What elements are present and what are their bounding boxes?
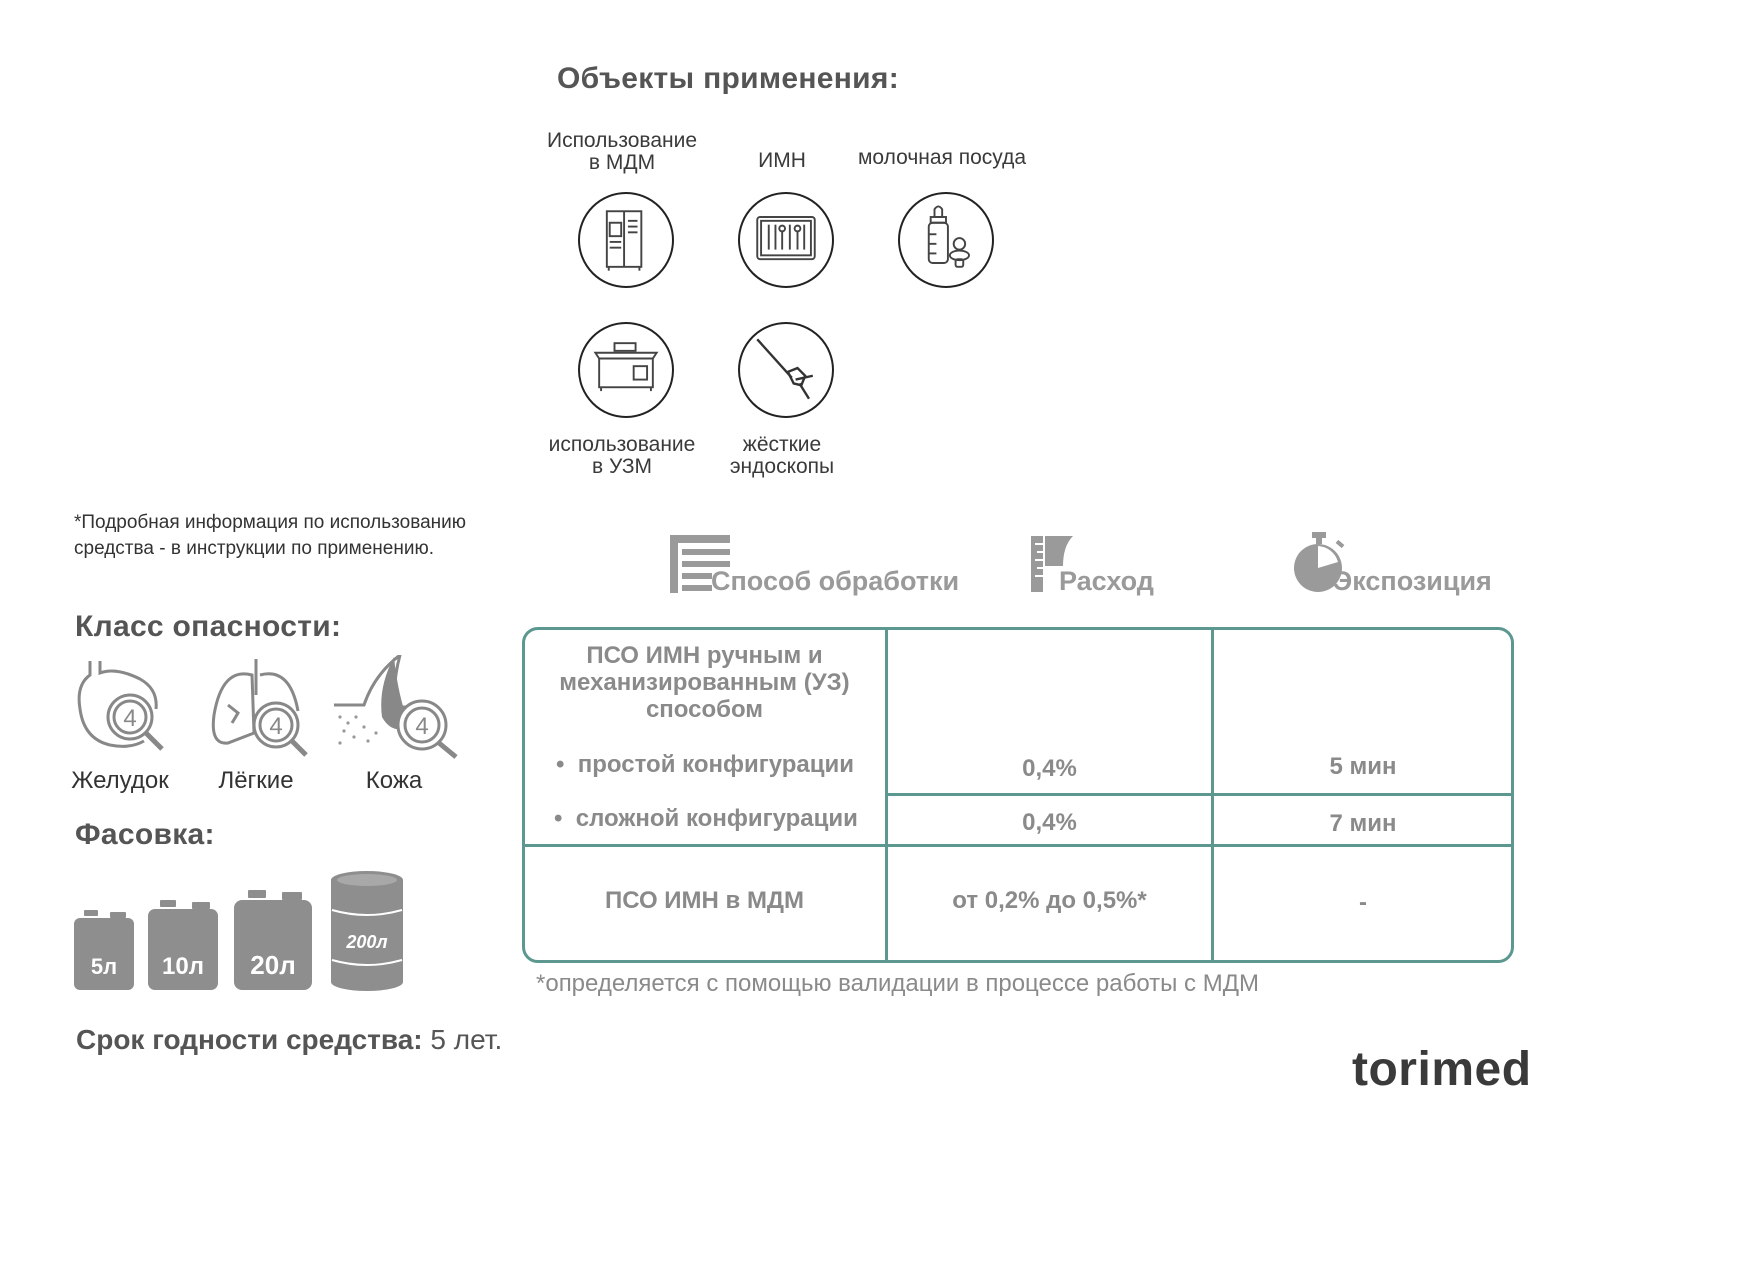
hazard-class-stomach: 4 [123,705,137,732]
baby-bottle-icon [898,192,994,288]
expiry-label: Срок годности средства: [76,1024,423,1055]
pack-10l-label: 10л [162,953,204,980]
expiry-line [76,1024,502,1056]
header-method: Способ обработки [711,566,960,596]
hazard-class-lungs: 4 [269,713,283,740]
table-footnote: *определяется с помощью валидации в процессе работы с МДМ [536,970,1259,997]
ultrasonic-cleaner-icon [578,322,674,418]
method-simple: простой конфигурации [577,751,855,778]
pack-200l-label: 200л [346,932,388,952]
object-label-endoscope: жёсткие эндоскопы [729,433,835,478]
object-label-mdm: Использование в МДМ [546,129,698,174]
hazard-title: Класс опасности: [75,610,342,643]
method-mdm: ПСО ИМН в МДМ [604,887,805,914]
pack-20l-label: 20л [250,950,296,980]
skin-icon [334,655,462,761]
brand-logo: torimed [1352,1043,1532,1096]
lungs-icon [206,655,311,760]
expiry-value: 5 лет. [430,1024,503,1055]
header-exposure: Экспозиция [1333,566,1492,596]
object-label-dairy: молочная посуда [857,146,1027,169]
consumption-mdm: от 0,2% до 0,5%* [952,887,1147,914]
table-divider [888,793,1512,796]
packaging-title: Фасовка: [75,818,215,851]
bullet: • [554,805,576,832]
pack-5l-label: 5л [90,954,118,979]
table-row [556,751,854,779]
hazard-label-lungs: Лёгкие [218,767,294,794]
rigid-endoscope-icon [738,322,834,418]
object-label-imn: ИМН [758,149,806,172]
exposure-simple: 5 мин [1329,753,1397,780]
barrel-200l-icon [330,870,404,992]
stomach-icon [70,655,170,755]
consumption-simple: 0,4% [1022,755,1077,782]
hazard-class-skin: 4 [415,713,429,740]
exposure-complex: 7 мин [1329,810,1397,837]
bullet: • [556,751,578,778]
canister-20l-icon [234,890,312,990]
objects-title: Объекты применения: [557,62,900,95]
table-row [554,805,858,833]
medical-instruments-icon [738,192,834,288]
hazard-label-stomach: Желудок [71,767,169,794]
table-group-title: ПСО ИМН ручным и механизированным (УЗ) способом [559,642,850,723]
exposure-mdm: - [1359,889,1367,916]
table-divider [524,844,1512,847]
hazard-label-skin: Кожа [365,767,423,794]
header-consumption: Расход [1059,566,1154,596]
canister-5l-icon [74,910,134,990]
canister-10l-icon [148,900,218,990]
consumption-complex: 0,4% [1022,809,1077,836]
method-complex: сложной конфигурации [575,805,858,832]
washer-disinfector-icon [578,192,674,288]
object-label-uzm: использование в УЗМ [548,433,696,478]
usage-note: *Подробная информация по использованию средства - в инструкции по применению. [74,512,467,559]
